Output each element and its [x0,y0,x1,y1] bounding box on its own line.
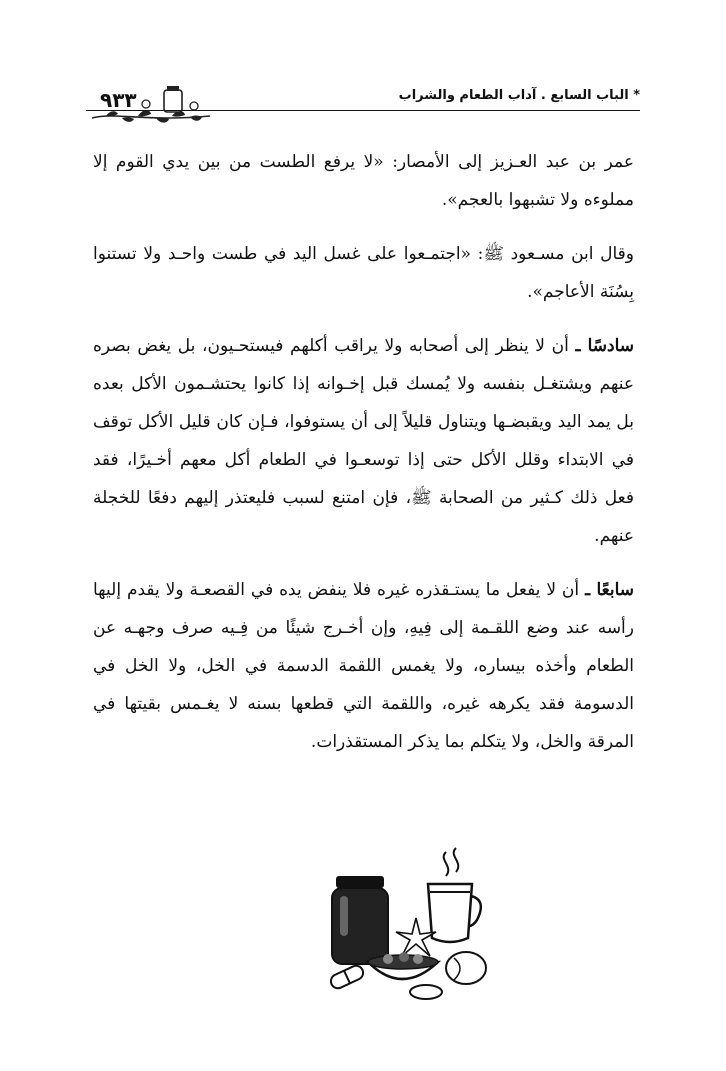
running-head: * الباب السابع . آداب الطعام والشراب [398,88,640,103]
paragraph-4: سابعًا ـ أن لا يفعل ما يستـقذره غيره فلا ينفض يده في القصعـة ولا يقدم إليها رأسه عند وضع اللقـمة إلى فِيهِ، وإن أخـرج شيئًا من فِـيه صرف وجهـه عن الطعام وأخذه بيساره، ولا يغمس اللقمة الدسمة في الخل، ولا الخل في الدسومة فقد يكرهه غيره، واللقمة التي قطعها بسنه لا يغـمس بقيتها في المرقة والخل، ولا يتكلم بما يذكر المستقذرات. [93,580,635,752]
paragraph-2: وقال ابن مسـعود ﷺ: «اجتمـعوا على غسل اليد في طست واحـد ولا تستنوا بِسُنَة الأعاجم». [93,244,634,302]
page-header [86,84,640,134]
body-text [93,143,634,777]
paragraph-lead: سابعًا ـ [585,580,635,600]
paragraph-3: سادسًا ـ أن لا ينظر إلى أصحابه ولا يراقب أكلهم فيستحـيون، بل يغض بصره عنهم ويشتغـل بنفسه ولا يُمسك قبل إخـوانه إذا كانوا يحتشـمون الأكل بعده بل يمد اليد ويقبضـها ويتناول قليلاً إلى أن يستوفوا، فـإن كان قليل الأكل توقف في الابتداء وقلل الأكل حتى إذا توسعـوا في الطعام أكل معهم أخـيرًا، فقد فعل ذلك كـثير من الصحابة ﷺ، فإن امتنع لسبب فليعتذر إليهم دفعًا للخجلة عنهم. [93,336,634,546]
paragraph-lead: سادسًا ـ [575,336,634,356]
page-number: ٩٣٣ [100,88,137,112]
paragraph-1: عمر بن عبد العـزيز إلى الأمصار: «لا يرفع الطست من بين يدي القوم إلا مملوءه ولا تشبهوا بالعجم». [93,152,634,210]
header-rule [86,110,640,111]
food-still-life-illustration [326,846,496,1006]
